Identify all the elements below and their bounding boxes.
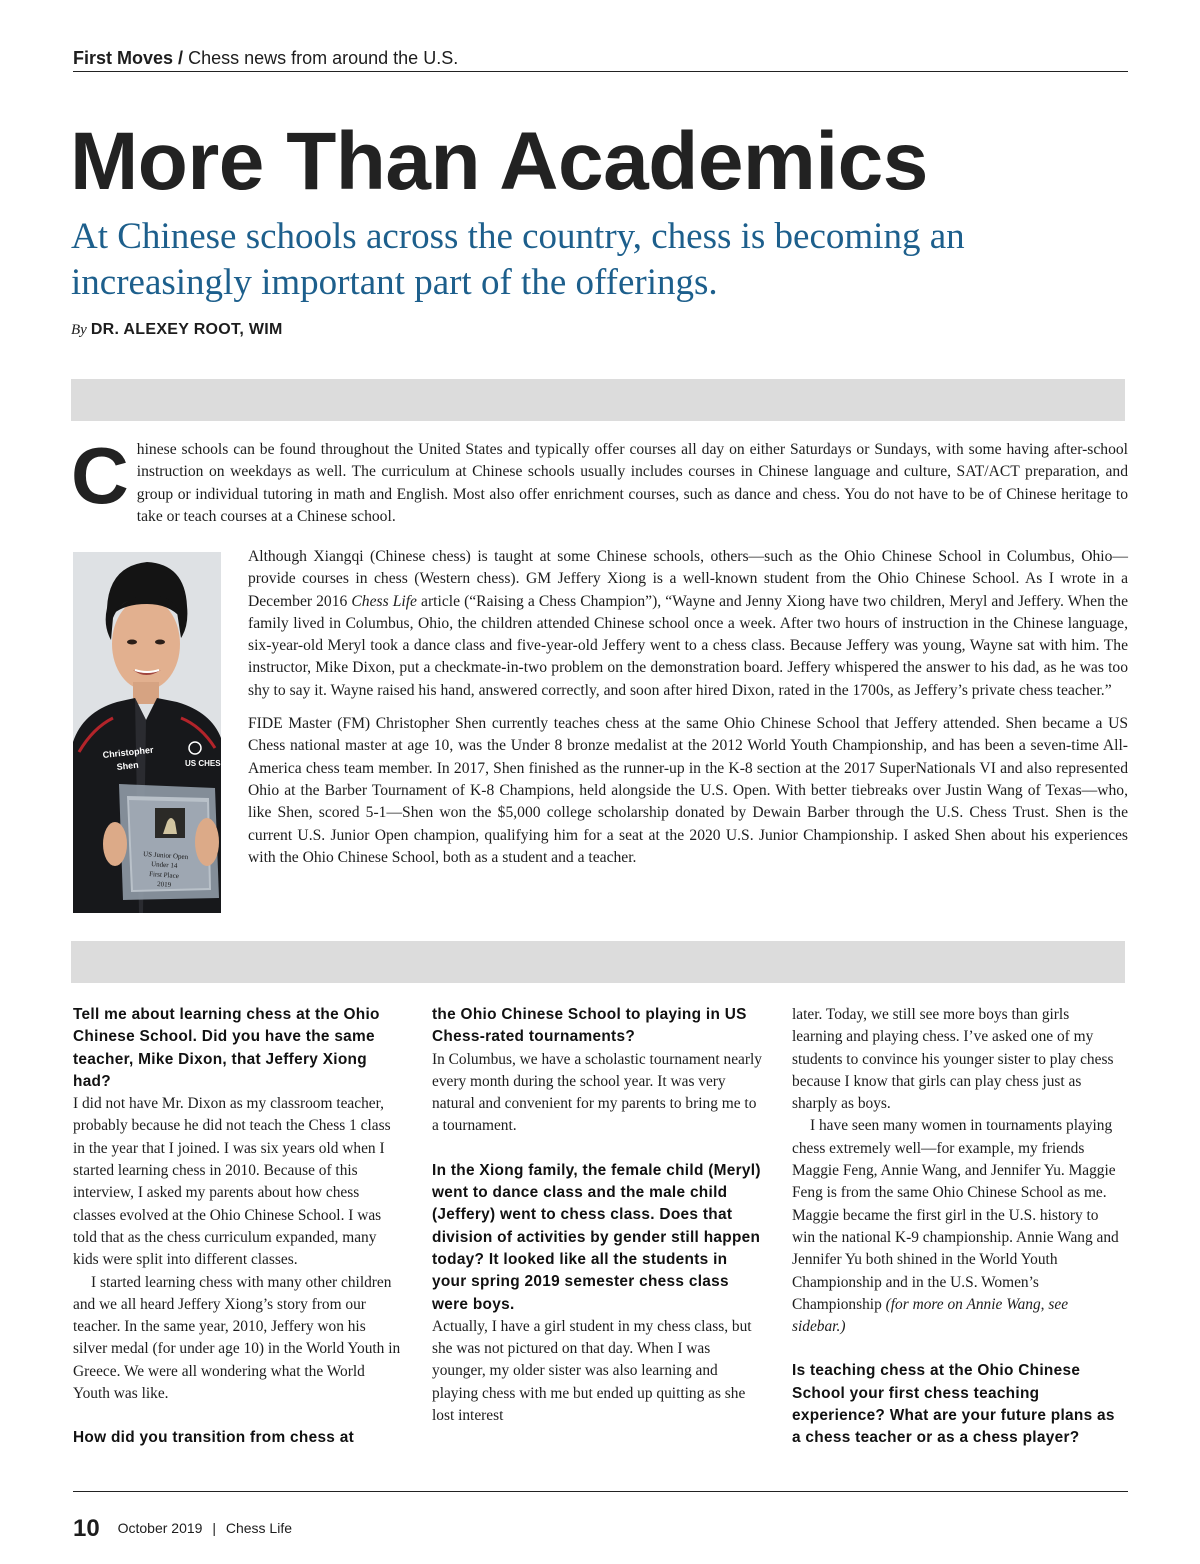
interview-question: Tell me about learning chess at the Ohio Chinese School. Did you have the same teacher, Mike Dixon, that Jeffery Xiong had? [73, 1006, 380, 1090]
interview-column-2 [432, 1004, 762, 1427]
svg-text:First Place: First Place [148, 870, 180, 881]
sidebar-reference: (for more on Annie Wang, see sidebar.) [792, 1295, 1069, 1336]
interview-question: How did you transition from chess at [73, 1429, 355, 1447]
magazine-name: Chess Life [225, 1520, 293, 1536]
interview-answer: I started learning chess with many other children and we all heard Jeffery Xiong’s story from our teacher. In the same year, 2010, Jeffery won his silver medal (for under age 10) in the World Youth in Greece. We were all wondering what the World Youth was like. [73, 1273, 401, 1403]
interview-answer: I did not have Mr. Dixon as my classroom teacher, probably because he did not teach the Chess 1 class in the year that I joined. I was six years old when I started learning chess in 2010. Because of this interview, I asked my parents about how chess classes evolved at the Ohio Chinese School. I was told that as the chess curriculum expanded, many kids were split into different classes. [73, 1095, 391, 1269]
answer-text: I have seen many women in tournaments playing chess extremely well—for example, my friends Maggie Feng, Annie Wang, and Jennifer Yu. Maggie Feng is from the same Ohio Chinese School as me. Maggie became the first girl in the U.S. history to win the national K-9 championship. Annie Wang and Jennifer Yu both shined in the World Youth Championship and in the U.S. Women’s Championship [792, 1117, 1119, 1313]
intro-text: hinese schools can be found throughout the United States and typically offer courses all day on either Saturdays or Sundays, with some having after-school instruction on weekdays as well. The curriculum at Chinese schools usually includes courses in Chinese language and culture, SAT/ACT preparation, and group or individual tutoring in math and English. Most also offer enrichment courses, such as dance and chess. You do not have to be of Chinese heritage to take or teach courses at a Chinese school. [136, 441, 1128, 525]
article-title: More Than Academics [70, 116, 928, 207]
interview-question: In the Xiong family, the female child (Meryl) went to dance class and the male child (Jeffery) went to chess class. Does that division of activities by gender still happen today? It looked like all the students in your spring 2019 semester chess class were boys. [432, 1161, 761, 1313]
interview-answer: In Columbus, we have a scholastic tournament nearly every month during the school year. It was very natural and convenient for my parents to bring me to a tournament. [432, 1050, 762, 1135]
divider-band [71, 941, 1125, 983]
section-header [73, 46, 1128, 70]
svg-text:Shen: Shen [116, 759, 140, 772]
footer-separator: | [212, 1520, 216, 1536]
main-column [248, 546, 1128, 880]
interview-answer: Actually, I have a girl student in my chess class, but she was not pictured on that day. When I was younger, my older sister was also learning and playing chess with me but ended up quitting as she lost interest [432, 1317, 752, 1425]
footer-rule [73, 1491, 1128, 1492]
page-footer [73, 1514, 292, 1543]
intro-paragraph [71, 431, 1128, 528]
svg-text:US CHESS: US CHESS [185, 759, 226, 768]
magazine-title-italic: Chess Life [351, 592, 417, 610]
page-number: 10 [73, 1515, 100, 1542]
section-tagline: Chess news from around the U.S. [188, 48, 459, 68]
interview-question: the Ohio Chinese School to playing in US Chess-rated tournaments? [432, 1006, 747, 1046]
paragraph-xiangqi [248, 546, 1128, 702]
drop-cap: C [71, 431, 129, 520]
interview-question: Is teaching chess at the Ohio Chinese School your first chess teaching experience? What are your future plans as a chess teacher or as a chess player? [792, 1362, 1115, 1447]
article-subtitle: At Chinese schools across the country, chess is becoming an increasingly important part of the offerings. [71, 216, 965, 303]
portrait-photo [73, 552, 226, 913]
svg-text:Christopher: Christopher [102, 744, 154, 760]
section-name: First Moves [73, 48, 174, 68]
interview-column-1 [73, 1004, 403, 1450]
divider-band [71, 379, 1125, 421]
issue-date: October 2019 [117, 1520, 203, 1536]
svg-text:2019: 2019 [156, 880, 172, 889]
interview-answer [792, 1115, 1122, 1338]
svg-text:US Junior Open: US Junior Open [142, 850, 189, 862]
svg-text:Under 14: Under 14 [150, 860, 178, 870]
interview-column-3 [792, 1004, 1122, 1450]
section-separator: / [178, 48, 184, 68]
byline-author: DR. ALEXEY ROOT, WIM [90, 321, 283, 338]
paragraph-shen: FIDE Master (FM) Christopher Shen currently teaches chess at the same Ohio Chinese School that Jeffery attended. Shen became a US Chess national master at age 10, was the Under 8 bronze medalist at the 2012 World Youth Championship, and has been a seven-time All-America chess team member. In 2017, Shen finished as the runner-up in the K-8 section at the 2017 SuperNationals VI and also represented Ohio at the Barber Tournament of K-8 Champions, held alongside the U.S. Open. With better tiebreaks over Justin Wang of Texas—who, like Shen, scored 5-1—Shen won the $5,000 college scholarship donated by Dewain Barber through the U.S. Chess Trust. Shen is the current U.S. Junior Open champion, qualifying him for a seat at the 2020 U.S. Junior Championship. I asked Shen about his experiences with the Ohio Chinese School, both as a student and a teacher. [248, 715, 1128, 866]
header-rule [73, 71, 1128, 72]
paragraph-text: article (“Raising a Chess Champion”), “Wayne and Jenny Xiong have two children, Meryl and Jeffery. When the family lived in Columbus, Ohio, the children attended Chinese school once a week. After two hours of instruction in the Chinese language, six-year-old Meryl took a dance class and five-year-old Jeffery went to a chess class. Because Jeffery was young, Wayne sat with him. The instructor, Mike Dixon, put a checkmate-in-two problem on the demonstration board. Jeffery whispered the answer to his dad, as he was too shy to say it. Wayne raised his hand, answered correctly, and soon after hired Dixon, rated in the 1700s, as Jeffery’s private chess teacher.” [248, 592, 1128, 699]
interview-answer: later. Today, we still see more boys than girls learning and playing chess. I’ve asked one of my students to convince his younger sister to play chess because I know that girls can play chess just as sharply as boys. [792, 1006, 1114, 1113]
byline [71, 319, 283, 341]
paragraph-text: Although Xiangqi (Chinese chess) is taught at some Chinese schools, others—such as the Ohio Chinese School in Columbus, Ohio—provide courses in chess (Western chess). GM Jeffery Xiong is a well-known student from the Ohio Chinese School. As I wrote in a December 2016 [248, 548, 1128, 610]
byline-by: By [71, 322, 87, 338]
